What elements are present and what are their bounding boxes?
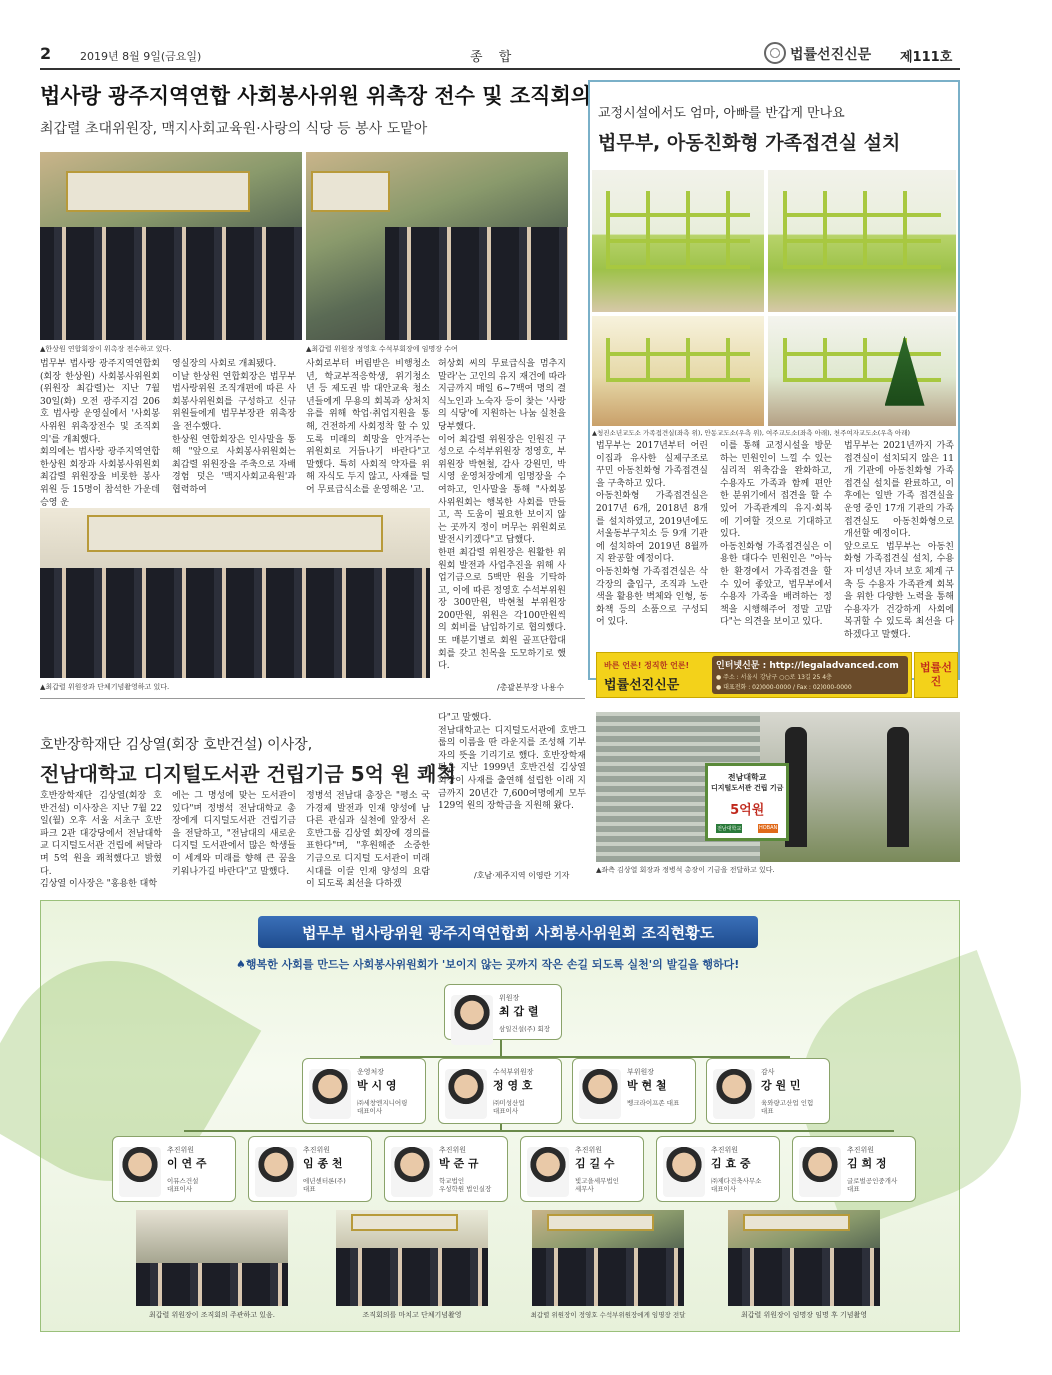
a1-body-col1: 법무부 법사랑 광주지역연합회(회장 한상원) 사회봉사위원회(위원장 최갑렬)는 지난 7월 30일(화) 오전 광주지검 206호 법사랑 운영실에서 '사회봉사위원 위촉장전수 및 조직회의'를 개최했다. 회의에는 법사랑 광주지역연합 한상원 회장과 사회봉사위원회 최갑렬 위원장을 비롯한 봉사위원 등 15명이 참석한 가운데 승영 운 <box>40 359 160 508</box>
ad-paper-name: 법률선진신문 <box>604 678 680 693</box>
org-name: 김 효 중 <box>711 1157 751 1170</box>
a1-caption-3: ▲최갑렬 위원장과 단체기념촬영하고 있다. <box>40 683 170 691</box>
portrait-icon <box>309 1069 351 1119</box>
org-affiliation: ㈜세창엔지니어링 대표이사 <box>357 1099 408 1115</box>
a3-caption: ▲좌측 김상열 회장과 정병석 총장이 기금을 전달하고 있다. <box>596 866 775 874</box>
org-row3-card <box>656 1136 780 1202</box>
org-row3-card <box>520 1136 644 1202</box>
a2-kicker: 교정시설에서도 엄마, 아빠를 반갑게 만나요 <box>598 106 845 121</box>
org-affiliation: 에년센터론(주) 대표 <box>303 1177 346 1193</box>
ad-seal: 법률선진 <box>914 652 958 698</box>
a1-photo-1 <box>40 152 302 340</box>
portrait-icon <box>799 1147 841 1197</box>
portrait-icon <box>255 1147 297 1197</box>
org-name: 이 연 주 <box>167 1157 207 1170</box>
org-role: 수석부위원장 <box>493 1068 534 1076</box>
a2-caption: ▲청진소년교도소 가족접견실(좌측 위), 안동교도소(우측 위), 여주교도소(좌측 아래), 천주여자교도소(우측 아래) <box>592 429 911 437</box>
org-photo-4 <box>728 1210 880 1306</box>
org-title: 법무부 법사랑위원 광주지역연합회 사회봉사위원회 조직현황도 <box>301 924 715 942</box>
org-row2-card <box>302 1058 426 1124</box>
org-name: 강 원 민 <box>761 1079 801 1092</box>
org-chair-card <box>444 984 562 1040</box>
a3-body-col1: 호반장학재단 김상열(회장 호반건설) 이사장은 지난 7월 22일(월) 오후 서울 서초구 호반파크 2관 대강당에서 전남대학교 디지털도서관 건립에 써달라며 5억 원을 쾌척했다고 밝혔다. 김상열 이사장은 "홍용한 대학 <box>40 791 162 890</box>
board-line2: 디지털도서관 건립 기금 <box>710 784 784 792</box>
org-role: 추진위원 <box>575 1146 603 1154</box>
org-photo-3 <box>532 1210 684 1306</box>
org-name: 정 영 호 <box>493 1079 533 1092</box>
org-chair-name: 최 갑 렬 <box>499 1005 539 1018</box>
org-connector-chair <box>500 1040 502 1056</box>
org-caption-1: 최갑렬 위원장이 조직회의 주관하고 있음. <box>148 1311 276 1319</box>
portrait-icon <box>119 1147 161 1197</box>
org-chair-aff: 삼일건설(주) 회장 <box>499 1025 551 1033</box>
a1-caption-2: ▲최갑렬 위원장 정영호 수석부회장에 임명장 수여 <box>306 345 458 353</box>
a1-photo-group <box>40 508 430 678</box>
org-row2-card <box>572 1058 696 1124</box>
a1-byline: /총괄본부장 나용수 <box>497 683 565 692</box>
org-photo-2 <box>336 1210 488 1306</box>
org-role: 추진위원 <box>439 1146 467 1154</box>
org-role: 추진위원 <box>303 1146 331 1154</box>
org-affiliation: 글로벌공인중개사 대표 <box>847 1177 898 1193</box>
org-role: 추진위원 <box>167 1146 195 1154</box>
a2-photo-2 <box>768 170 956 312</box>
org-row3-card <box>792 1136 916 1202</box>
org-affiliation: 이뮤스건설 대표이사 <box>167 1177 199 1193</box>
org-slogan: ♠행복한 사회를 만드는 사회봉사위원회가 '보이지 않는 곳까지 작은 손길 되도록 실천'의 발길을 행하다! <box>236 958 740 971</box>
org-connector-row3 <box>184 1130 894 1132</box>
a2-headline: 법무부, 아동친화형 가족접견실 설치 <box>598 132 901 154</box>
a1-headline: 법사랑 광주지역연합 사회봉사위원 위촉장 전수 및 조직회의 <box>40 84 592 108</box>
a1-subtitle: 최갑렬 초대위원장, 맥지사회교육원·사랑의 식당 등 봉사 도맡아 <box>40 121 428 137</box>
org-row3-card <box>112 1136 236 1202</box>
org-caption-2: 조직회의를 마치고 단체기념촬영 <box>362 1311 462 1319</box>
a3-byline: /호남·제주지역 이영란 기자 <box>474 871 570 880</box>
a3-headline: 전남대학교 디지털도서관 건립기금 5억 원 쾌척 <box>40 762 456 786</box>
ad-address: ● 주소 : 서울시 강남구 ○○로 13길 25 4층 <box>716 674 832 681</box>
org-role: 운영처장 <box>357 1068 385 1076</box>
org-role: 감사 <box>761 1068 775 1076</box>
org-chair-role: 위원장 <box>499 994 520 1002</box>
org-role: 추진위원 <box>847 1146 875 1154</box>
portrait-icon <box>713 1069 755 1119</box>
header-rule <box>40 68 960 70</box>
org-name: 박 시 영 <box>357 1079 397 1092</box>
portrait-icon <box>527 1147 569 1197</box>
org-caption-3: 최갑렬 위원장이 정영호 수석부위원장에게 임명장 전달 <box>530 1311 686 1319</box>
org-name: 박 준 규 <box>439 1157 479 1170</box>
portrait-icon <box>663 1147 705 1197</box>
org-affiliation: 학교법인 우성학원 법인실장 <box>439 1177 492 1193</box>
a1-body-col2: 영실장의 사회로 개최됐다. 이날 한상원 연합회장은 법무부 법사랑위원 조직개편에 따른 사회봉사위원회를 구성하고 신규위원들에게 법무부장관 위촉장을 전수했다. 한상원 연합회장은 인사말을 통해 "앞으로 사회봉사위원회는 최갑렬 위원장을 주축으로 자배경험 덧은 '맥지사회교육원'과 협력하여 <box>172 359 296 495</box>
org-role: 부위원장 <box>627 1068 655 1076</box>
board-line1: 전남대학교 <box>727 773 767 782</box>
org-role: 추진위원 <box>711 1146 739 1154</box>
org-row3-card <box>248 1136 372 1202</box>
a3-body-col3: 정병석 전남대 총장은 "평소 국가경제 발전과 인재 양성에 남다른 관심과 실천에 앞장서 온 호반그룹 김상열 회장에 경의를 표한다"며, "후원해준 소중한 기금으로 디지털 도서관이 미래시대를 이끌 인재 양성의 요람이 되도록 최선을 다하겠 <box>306 791 430 890</box>
org-row3-card <box>384 1136 508 1202</box>
masthead-name: 법률선진신문 <box>790 47 872 63</box>
board-logo-left: 전남대학교 <box>717 826 742 832</box>
a2-body-col1: 법무부는 2017년부터 어린이집과 유사한 실제구조로 꾸민 아동친화형 가족접견실을 구축하고 있다. 아동친화형 가족접견실은 2017년 6개, 2018년 8개를 설치하였고, 2019년에도 서울동부구치소 등 9개 기관에 설치하여 2019년 8월까지 완공할 예정이다. 아동친화형 가족접견실은 삭각장의 출입구, 조직과 노란색을 활용한 벽체와 인형, 동화책 등의 소품으로 구성되어 있다. <box>596 441 708 628</box>
a3-kicker: 호반장학재단 김상열(회장 호반건설) 이사장, <box>40 737 313 753</box>
a2-photo-1 <box>592 170 764 312</box>
donation-board <box>705 763 789 841</box>
issue-date: 2019년 8월 9일(금요일) <box>80 50 202 63</box>
divider-middle <box>40 698 585 699</box>
a3-body-col4: 다"고 말했다. 전남대학교는 디지털도서관에 호반그룹의 이름을 딴 라운지를 조성해 기부자의 뜻을 기리기로 했다. 호반장학재단은 지난 1999년 호반건설 김상열 회장이 사재를 출연해 설립한 이래 지금까지 20년간 7,600여명에게 모두 129억 원의 장학금을 지원해 왔다. <box>438 713 586 812</box>
org-name: 김 길 수 <box>575 1157 615 1170</box>
portrait-icon <box>445 1069 487 1119</box>
page-number: 2 <box>40 44 52 63</box>
org-caption-4: 최갑렬 위원장이 임명장 임명 후 기념촬영 <box>740 1311 868 1319</box>
org-row2-card <box>438 1058 562 1124</box>
org-affiliation: 벵크라이프존 대표 <box>627 1099 680 1107</box>
org-row2-card <box>706 1058 830 1124</box>
org-name: 임 종 천 <box>303 1157 343 1170</box>
a1-caption-1: ▲한상원 연합회장이 위촉장 전수하고 있다. <box>40 345 172 353</box>
board-logo-right: HOBAN <box>758 825 778 831</box>
a3-photo <box>596 712 960 862</box>
ad-tel: ● 대표전화 : 02)000-0000 / Fax : 02)000-0000 <box>716 684 852 691</box>
issue-number: 제111호 <box>900 50 953 65</box>
ad-slogan: 바른 언론! 정직한 언론! <box>604 661 690 670</box>
org-affiliation: ㈜미성산업 대표이사 <box>493 1099 525 1115</box>
portrait-icon <box>579 1069 621 1119</box>
a3-body-col2: 에는 그 명성에 맞는 도서관이 있다"며 정병석 전남대학교 총장에게 디지털도서관 건립기금을 전달하고, "전남대의 새로운 디지털 도서관에서 많은 학생들이 세계와 미래를 향해 큰 꿈을 키워나가길 바란다"고 말했다. <box>172 791 296 877</box>
org-name: 김 희 정 <box>847 1157 887 1170</box>
a2-photo-3 <box>592 316 764 426</box>
org-photo-1 <box>136 1210 288 1306</box>
a2-body-col3: 법무부는 2021년까지 가족접견실이 설치되지 않은 11개 기관에 아동친화형 가족접견실 설치를 완료하고, 이후에는 일반 가족 접견실을 운영 중인 17개 기관의 가족접견실도 아동친화형으로 개선할 예정이다. 앞으로도 법무부는 아동친화형 가족접견실 설치, 수용자 미성년 자녀 보호 체계 구축 등 수용자 가족관계 회복을 위한 다양한 노력을 통해 수용자가 건강하게 사회에 복귀할 수 있도록 최선을 다하겠다고 말했다. <box>844 441 954 640</box>
paper-logo-icon <box>764 42 786 64</box>
a1-body-col3: 사회로부터 버림받은 비행청소년, 학교부적응학생, 위기청소년 등 제도권 밖 대안교육 청소년들에게 무용의 회복과 상처치유를 위해 학업·취업지원을 통해, 건전하게 사회정착 할 수 있도록 미래의 희망을 안겨주는 위원회로 거듭나기 바란다"고 말했다. 특히 사회적 약자를 위해 자식도 두지 않고, 사재를 털어 무료급식소를 운영해온 '고. <box>306 359 430 495</box>
a1-photo-2 <box>306 152 568 340</box>
org-affiliation: 육와량고산업 인험 대표 <box>761 1099 814 1115</box>
org-affiliation: ㈜제다건축사무소 대표이사 <box>711 1177 762 1193</box>
board-amount: 5억원 <box>730 803 765 818</box>
a1-body-col4: 허상회 씨의 무료급식을 멈추지 말라'는 고인의 유지 재건에 따라 지금까지 매일 6~7백여 명의 결식노인과 노숙자 등이 찾는 '사랑의 식당'에 지원하는 나눔 실천을 당부했다. 이어 최갑렬 위원장은 인원진 구성으로 수석부위원장 정영호, 부위원장 박현철, 감사 강원민, 박시영 운영처장에게 임명장을 수여하고, 인사말을 통해 "사회봉사위원회는 행복한 사회를 만들고, 꼭 도움이 필요한 보이지 않는 곳까지 정이 머무는 위원회로 발전시키겠다"고 답했다. 한편 최갑렬 위원장은 원활한 위원회 발전과 사업추진을 위해 사업기금으로 5백만 원을 기탁하고, 이에 따른 정영호 수석부위원장 300만원, 박현철 부위원장 200만원, 위원은 각100만원씩의 회비를 납입하기로 협의했다. 또 매분기별로 회원 골프단합대회를 갖고 친목을 도모하기로 했다. <box>438 359 566 672</box>
section-name: 종 합 <box>470 50 518 65</box>
org-name: 박 현 철 <box>627 1079 667 1092</box>
a2-photo-4 <box>768 316 956 426</box>
ad-site: 인터넷신문 : http://legaladvanced.com <box>716 661 899 671</box>
org-affiliation: 빛고을세무법인 세무사 <box>575 1177 619 1193</box>
a2-body-col2: 이를 통해 교정시설을 방문하는 민원인이 느낄 수 있는 심리적 위축감을 완화하고, 수용자도 가족과 함께 편안한 분위기에서 접견을 할 수 있어 가족관계의 유지·회복에 기여할 것으로 기대하고 있다. 아동친화형 가족접견실은 이용한 대다수 민원인은 "아늑한 환경에서 가족접견을 할 수 있어 좋았고, 법무부에서 수용자 가족을 배려하는 정책을 시행해주어 정말 고맙다"는 의견을 보이고 있다. <box>720 441 832 628</box>
portrait-icon <box>391 1147 433 1197</box>
